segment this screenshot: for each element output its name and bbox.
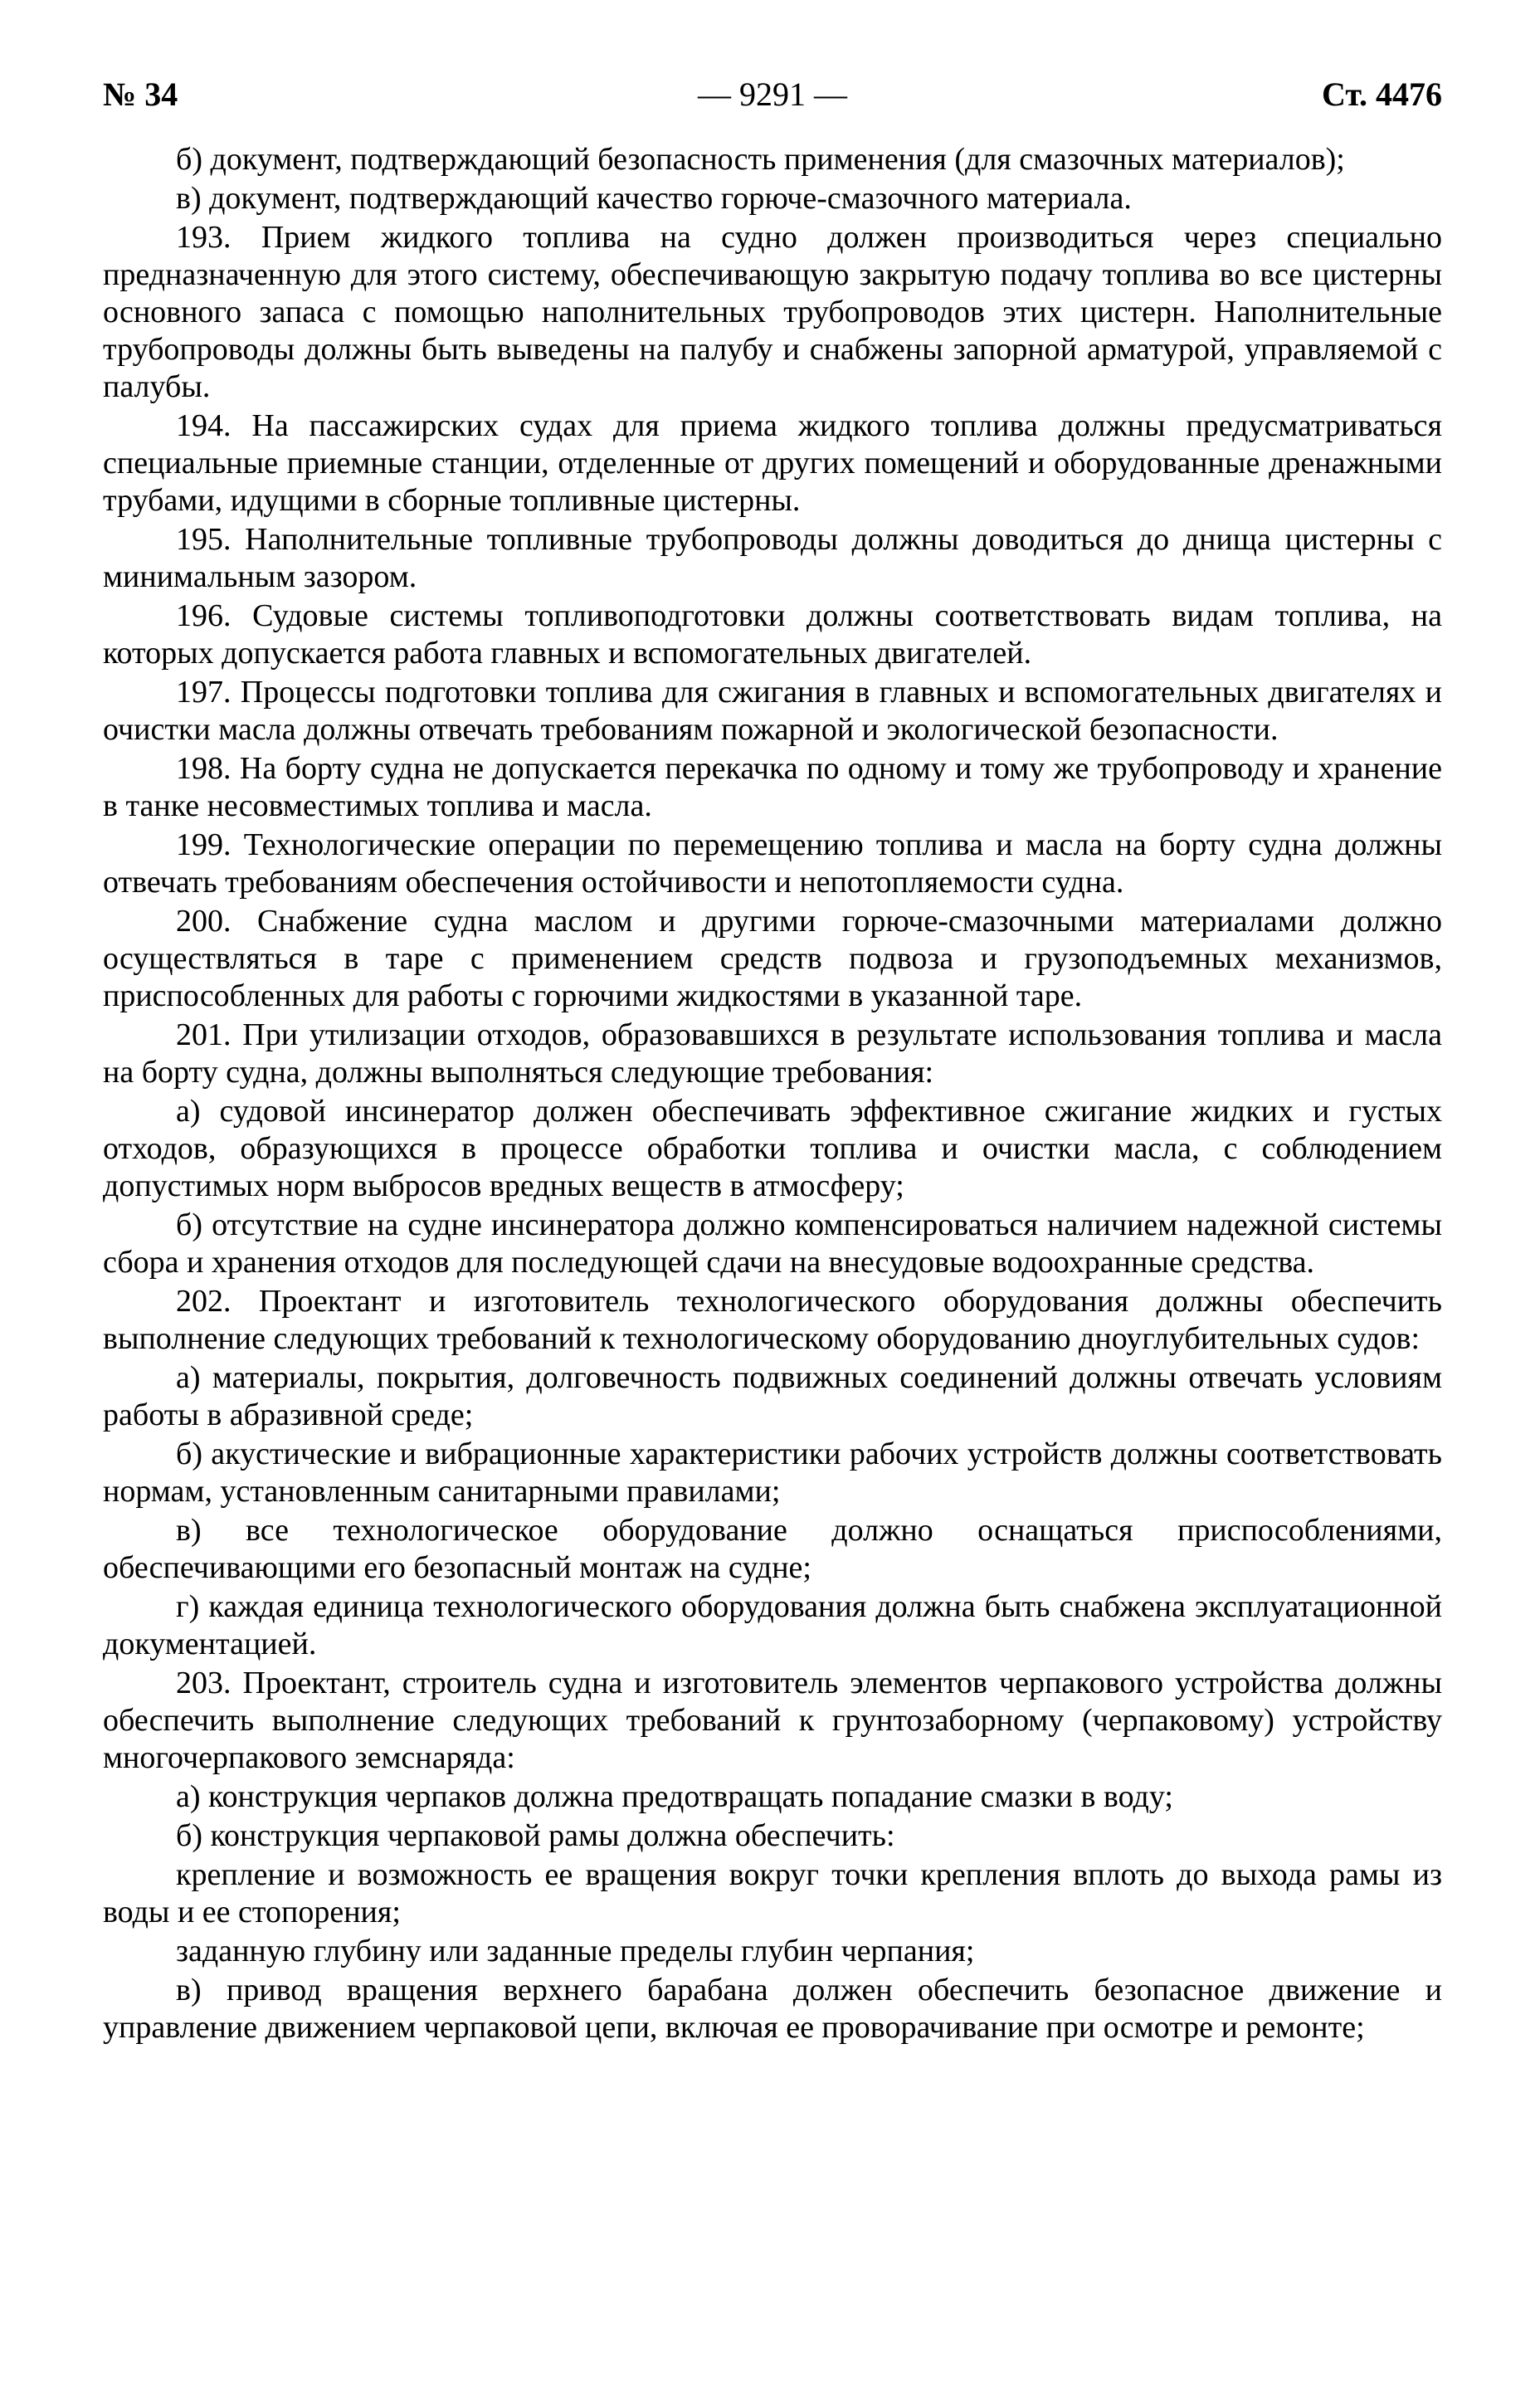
paragraph: крепление и возможность ее вращения вокруг точки крепления вплоть до выхода рамы из воды и ее стопорения; [103,1857,1442,1929]
paragraph: 203. Проектант, строитель судна и изготовитель элементов черпакового устройства должны обеспечить выполнение следующих требований к грунтозаборному (черпаковому) устройству многочерпакового земснаряда: [103,1666,1442,1775]
page-header [103,71,1442,118]
paragraph: 194. На пассажирских судах для приема жидкого топлива должны предусматриваться специальные приемные станции, отделенные от других помещений и оборудованные дренажными трубами, идущими в сборные топливные цистерны. [103,408,1442,518]
paragraph: а) материалы, покрытия, долговечность подвижных соединений должны отвечать условиям работы в абразивной среде; [103,1360,1442,1432]
paragraph: 202. Проектант и изготовитель технологического оборудования должны обеспечить выполнение следующих требований к технологическому оборудованию дноуглубительных судов: [103,1284,1442,1356]
issue-number: № 34 [103,76,178,113]
document-body [103,141,1442,2046]
paragraph: 197. Процессы подготовки топлива для сжигания в главных и вспомогательных двигателях и очистки масла должны отвечать требованиям пожарной и экологической безопасности. [103,675,1442,747]
paragraph: б) отсутствие на судне инсинератора должно компенсироваться наличием надежной системы сбора и хранения отходов для последующей сдачи на внесудовые водоохранные средства. [103,1207,1442,1280]
paragraph: 195. Наполнительные топливные трубопроводы должны доводиться до днища цистерны с минимальным зазором. [103,522,1442,594]
page-number: — 9291 — [698,76,847,113]
paragraph: 198. На борту судна не допускается перекачка по одному и тому же трубопроводу и хранение в танке несовместимых топлива и масла. [103,751,1442,823]
paragraph: б) конструкция черпаковой рамы должна обеспечить: [176,1818,895,1853]
paragraph: а) конструкция черпаков должна предотвращать попадание смазки в воду; [176,1779,1173,1814]
paragraph: б) документ, подтверждающий безопасность применения (для смазочных материалов); [176,142,1345,177]
paragraph: в) документ, подтверждающий качество горюче-смазочного материала. [176,181,1132,216]
paragraph: 196. Судовые системы топливоподготовки должны соответствовать видам топлива, на которых допускается работа главных и вспомогательных двигателей. [103,598,1442,671]
paragraph: 201. При утилизации отходов, образовавшихся в результате использования топлива и масла на борту судна, должны выполняться следующие требования: [103,1017,1442,1090]
paragraph: г) каждая единица технологического оборудования должна быть снабжена эксплуатационной документацией. [103,1589,1442,1661]
paragraph: в) привод вращения верхнего барабана должен обеспечить безопасное движение и управление движением черпаковой цепи, включая ее проворачивание при осмотре и ремонте; [103,1973,1442,2045]
document-page [103,71,1442,2048]
paragraph: в) все технологическое оборудование должно оснащаться приспособлениями, обеспечивающими его безопасный монтаж на судне; [103,1513,1442,1585]
paragraph: б) акустические и вибрационные характеристики рабочих устройств должны соответствовать нормам, установленным санитарными правилами; [103,1437,1442,1509]
paragraph: 200. Снабжение судна маслом и другими горюче-смазочными материалами должно осуществляться в таре с применением средств подвоза и грузоподъемных механизмов, приспособленных для работы с горючими жидкостями в указанной таре. [103,904,1442,1013]
paragraph: заданную глубину или заданные пределы глубин черпания; [176,1934,975,1968]
article-number: Ст. 4476 [1322,76,1442,113]
paragraph: 193. Прием жидкого топлива на судно должен производиться через специально предназначенную для этого систему, обеспечивающую закрытую подачу топлива во все цистерны основного запаса с помощью наполнительных трубопроводов этих цистерн. Наполнительные трубопроводы должны быть выведены на палубу и снабжены запорной арматурой, управляемой с палубы. [103,220,1442,404]
paragraph: 199. Технологические операции по перемещению топлива и масла на борту судна должны отвечать требованиям обеспечения остойчивости и непотопляемости судна. [103,827,1442,900]
paragraph: а) судовой инсинератор должен обеспечивать эффективное сжигание жидких и густых отходов, образующихся в процессе обработки топлива и очистки масла, с соблюдением допустимых норм выбросов вредных веществ в атмосферу; [103,1094,1442,1203]
